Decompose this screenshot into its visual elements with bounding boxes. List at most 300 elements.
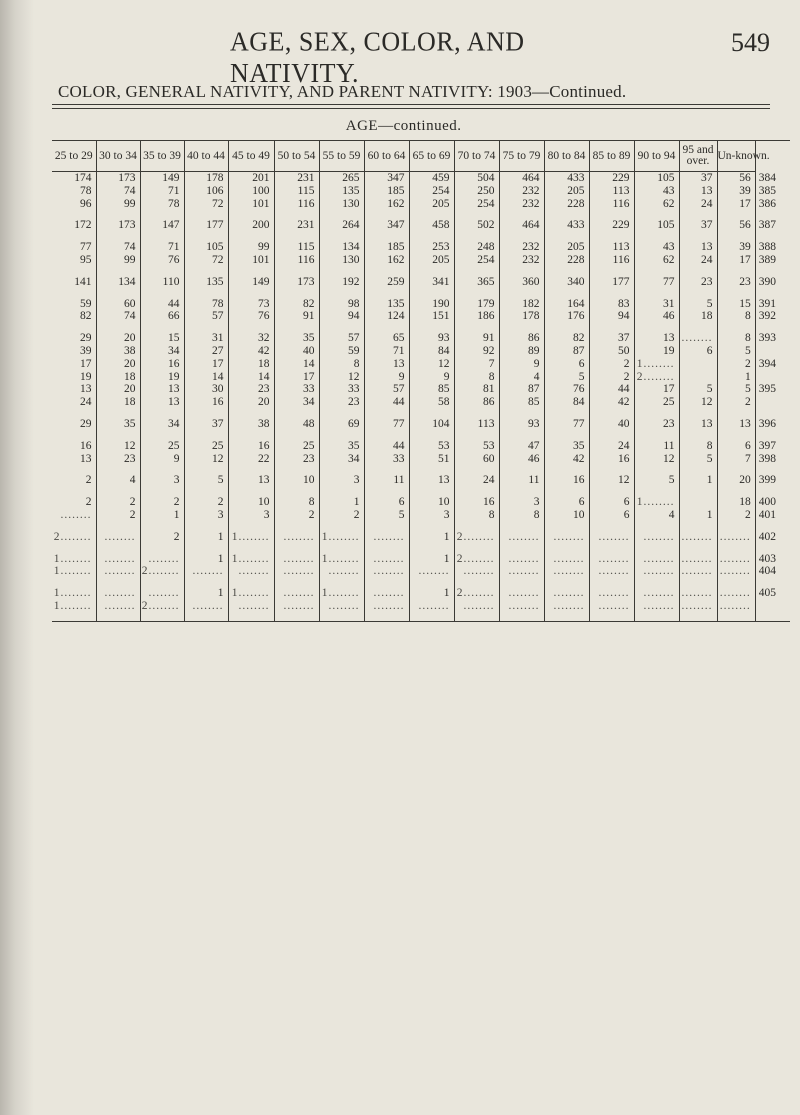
table-row xyxy=(52,254,790,267)
table-cell: ........ xyxy=(679,332,717,345)
table-cell: 10 xyxy=(544,509,589,522)
column-header: 55 to 59 xyxy=(319,141,364,172)
table-cell: 502 xyxy=(454,219,499,232)
table-cell: 5 xyxy=(679,383,717,396)
table-cell: 46 xyxy=(634,310,679,323)
table-cell: 77 xyxy=(80,241,92,254)
line-number: 387 xyxy=(755,219,790,232)
table-row xyxy=(52,587,790,600)
table-cell: 3 xyxy=(409,509,454,522)
table-cell: 62 xyxy=(634,198,679,211)
line-number: 396 xyxy=(755,418,790,431)
table-cell: 101 xyxy=(228,198,274,211)
table-cell: 232 xyxy=(499,254,544,267)
table-cell: 124 xyxy=(364,310,409,323)
table-cell: 3 xyxy=(228,509,274,522)
table-cell: 2 xyxy=(96,496,140,509)
table-cell: 232 xyxy=(499,185,544,198)
table-cell: 20 xyxy=(717,474,755,487)
table-cell: 1 xyxy=(679,509,717,522)
table-cell: 8 xyxy=(679,440,717,453)
table-cell: 76 xyxy=(228,310,274,323)
table-cell: ........ xyxy=(679,587,717,600)
table-cell: 14 xyxy=(228,371,274,384)
table-cell: 3 xyxy=(184,509,228,522)
table-cell: 115 xyxy=(274,241,319,254)
table-cell: 60 xyxy=(454,453,499,466)
table-cell: 34 xyxy=(140,345,184,358)
table-cell: 134 xyxy=(319,241,364,254)
table-cell: 16 xyxy=(184,396,228,409)
table-row xyxy=(52,219,790,232)
table-cell: ........ xyxy=(717,600,755,613)
column-header: 30 to 34 xyxy=(96,141,140,172)
table-cell: 44 xyxy=(140,298,184,311)
table-cell: 76 xyxy=(544,383,589,396)
line-number: 404 xyxy=(755,565,790,578)
table-cell: 228 xyxy=(544,198,589,211)
table-cell: ........ xyxy=(589,587,634,600)
table-cell: 14 xyxy=(184,371,228,384)
table-cell: 46 xyxy=(499,453,544,466)
table-cell: ........ xyxy=(589,565,634,578)
table-cell: 91 xyxy=(274,310,319,323)
table-cell: 74 xyxy=(96,241,140,254)
table-cell: 31 xyxy=(634,298,679,311)
table-cell: 228 xyxy=(544,254,589,267)
table-row xyxy=(52,332,790,345)
table-cell: 162 xyxy=(364,254,409,267)
table-cell: ........ xyxy=(184,600,228,613)
table-cell: 250 xyxy=(454,185,499,198)
table-cell: 99 xyxy=(96,254,140,267)
table-cell: 47 xyxy=(499,440,544,453)
table-cell: 13 xyxy=(679,185,717,198)
table-cell: 2 xyxy=(717,509,755,522)
table-cell: ........ xyxy=(634,587,679,600)
table-cell: 33 xyxy=(319,383,364,396)
table-cell: 2 xyxy=(717,396,755,409)
table-cell: 43 xyxy=(634,185,679,198)
table-cell: 174 xyxy=(74,172,92,184)
table-cell: 5 xyxy=(679,298,717,311)
table-cell: 135 xyxy=(364,298,409,311)
table-cell: 84 xyxy=(409,345,454,358)
table-cell: 39 xyxy=(717,185,755,198)
column-header: 40 to 44 xyxy=(184,141,228,172)
table-cell: 229 xyxy=(589,219,634,232)
table-cell: 2 xyxy=(717,358,755,371)
table-cell: 179 xyxy=(454,298,499,311)
table-row xyxy=(52,241,790,254)
table-cell: 135 xyxy=(184,276,228,289)
table-cell: 1........ xyxy=(53,552,92,565)
column-header: 45 to 49 xyxy=(228,141,274,172)
table-cell: 177 xyxy=(589,276,634,289)
table-cell: 89 xyxy=(499,345,544,358)
column-header: 65 to 69 xyxy=(409,141,454,172)
table-cell: 264 xyxy=(319,219,364,232)
table-bottom-rule xyxy=(52,613,790,622)
table-cell: 37 xyxy=(589,332,634,345)
table-cell: 459 xyxy=(409,172,454,185)
table-cell: 30 xyxy=(184,383,228,396)
table-row xyxy=(52,198,790,211)
table-cell: 65 xyxy=(364,332,409,345)
table-cell: 20 xyxy=(228,396,274,409)
table-cell: 81 xyxy=(454,383,499,396)
table-cell: ........ xyxy=(634,553,679,566)
table-cell: 8 xyxy=(454,371,499,384)
table-cell: 8 xyxy=(319,358,364,371)
table-row xyxy=(52,396,790,409)
table-cell: ........ xyxy=(364,531,409,544)
table-cell: 59 xyxy=(80,297,92,310)
table-cell: 13 xyxy=(140,396,184,409)
table-cell: 135 xyxy=(319,185,364,198)
table-cell: 39 xyxy=(717,241,755,254)
table-cell: 149 xyxy=(228,276,274,289)
table-cell: 17 xyxy=(80,357,92,370)
table-cell: 12 xyxy=(96,440,140,453)
table-cell: 20 xyxy=(96,332,140,345)
table-row xyxy=(52,383,790,396)
table-cell: 78 xyxy=(184,298,228,311)
table-cell: 16 xyxy=(228,440,274,453)
table-cell: 19 xyxy=(80,370,92,383)
table-cell: 130 xyxy=(319,198,364,211)
table-cell: ........ xyxy=(96,565,140,578)
table-cell: 74 xyxy=(96,185,140,198)
table-row xyxy=(52,371,790,384)
table-cell: 113 xyxy=(589,185,634,198)
table-cell: 17 xyxy=(634,383,679,396)
table-cell: 151 xyxy=(409,310,454,323)
table-cell: 130 xyxy=(319,254,364,267)
table-cell: 33 xyxy=(274,383,319,396)
table-cell: 1........ xyxy=(53,565,92,578)
table-cell: 12 xyxy=(184,453,228,466)
line-number: 389 xyxy=(755,254,790,267)
table-cell: 8 xyxy=(499,509,544,522)
table-cell: 62 xyxy=(634,254,679,267)
column-header: 50 to 54 xyxy=(274,141,319,172)
table-cell: 71 xyxy=(140,241,184,254)
table-cell: 13 xyxy=(679,418,717,431)
table-cell: 74 xyxy=(96,310,140,323)
table-cell: 40 xyxy=(274,345,319,358)
table-cell: 5 xyxy=(184,474,228,487)
table-cell: ........ xyxy=(96,587,140,600)
table-cell: 85 xyxy=(499,396,544,409)
table-cell: 2 xyxy=(140,531,184,544)
table-cell: 1 xyxy=(184,587,228,600)
table-cell: 19 xyxy=(634,345,679,358)
table-cell: 25 xyxy=(140,440,184,453)
table-cell: 10 xyxy=(274,474,319,487)
table-cell: 231 xyxy=(274,219,319,232)
table-cell: ........ xyxy=(409,565,454,578)
table-cell: 229 xyxy=(589,172,634,185)
table-cell: 23 xyxy=(274,453,319,466)
table-cell: 113 xyxy=(589,241,634,254)
table-cell: 3 xyxy=(499,496,544,509)
table-cell: 17 xyxy=(184,358,228,371)
table-cell: 6 xyxy=(589,496,634,509)
table-cell: 15 xyxy=(140,332,184,345)
table-row xyxy=(52,172,790,185)
table-cell: ........ xyxy=(274,565,319,578)
table-cell: 100 xyxy=(228,185,274,198)
table-row xyxy=(52,553,790,566)
table-cell: ........ xyxy=(274,600,319,613)
table-row xyxy=(52,298,790,311)
statistics-table-container xyxy=(52,112,776,622)
line-number: 398 xyxy=(755,453,790,466)
table-cell: ........ xyxy=(679,600,717,613)
table-cell: 57 xyxy=(184,310,228,323)
table-cell: 59 xyxy=(319,345,364,358)
table-row xyxy=(52,600,790,613)
table-cell: 14 xyxy=(274,358,319,371)
line-number: 384 xyxy=(755,172,790,185)
table-body xyxy=(52,172,790,622)
table-cell: 82 xyxy=(544,332,589,345)
table-cell: 25 xyxy=(274,440,319,453)
table-cell: 12 xyxy=(634,453,679,466)
line-number: 391 xyxy=(755,298,790,311)
table-cell: 35 xyxy=(319,440,364,453)
table-cell: 53 xyxy=(409,440,454,453)
table-cell: 1........ xyxy=(634,496,679,509)
table-cell: 42 xyxy=(544,453,589,466)
table-cell: 24 xyxy=(589,440,634,453)
table-cell: 13 xyxy=(634,332,679,345)
rule-top-double xyxy=(52,108,770,109)
table-cell: 1 xyxy=(319,496,364,509)
table-cell: 106 xyxy=(184,185,228,198)
table-cell: 23 xyxy=(96,453,140,466)
table-cell: 82 xyxy=(274,298,319,311)
table-cell: 13 xyxy=(80,383,92,396)
table-cell: 84 xyxy=(544,396,589,409)
column-header: 95 and over. xyxy=(679,141,717,172)
table-cell: 83 xyxy=(589,298,634,311)
table-cell: 58 xyxy=(409,396,454,409)
table-cell: 340 xyxy=(544,276,589,289)
table-cell: 33 xyxy=(364,453,409,466)
table-cell: 12 xyxy=(589,474,634,487)
table-cell: ........ xyxy=(96,553,140,566)
line-number: 393 xyxy=(755,332,790,345)
row-spacer xyxy=(52,289,790,298)
table-cell: ........ xyxy=(544,565,589,578)
table-cell: 51 xyxy=(409,453,454,466)
table-cell: 9 xyxy=(499,358,544,371)
table-cell: 101 xyxy=(228,254,274,267)
line-number: 400 xyxy=(755,496,790,509)
table-cell: 12 xyxy=(319,371,364,384)
statistics-table xyxy=(52,112,790,622)
table-cell: 182 xyxy=(499,298,544,311)
table-cell: 433 xyxy=(544,219,589,232)
table-cell: 1........ xyxy=(228,587,274,600)
table-cell: 23 xyxy=(319,396,364,409)
table-cell: 464 xyxy=(499,172,544,185)
table-cell: 35 xyxy=(274,332,319,345)
table-cell: ........ xyxy=(274,531,319,544)
table-cell: 185 xyxy=(364,241,409,254)
table-cell: 173 xyxy=(274,276,319,289)
table-cell: 9 xyxy=(364,371,409,384)
table-cell: ........ xyxy=(589,600,634,613)
line-number: 403 xyxy=(755,553,790,566)
table-cell: 173 xyxy=(96,172,140,185)
table-cell: 57 xyxy=(319,332,364,345)
table-cell: 6 xyxy=(364,496,409,509)
table-cell: 98 xyxy=(319,298,364,311)
table-cell: 13 xyxy=(228,474,274,487)
table-cell: 4 xyxy=(96,474,140,487)
table-cell: 7 xyxy=(717,453,755,466)
table-cell: ........ xyxy=(96,600,140,613)
table-row xyxy=(52,310,790,323)
table-cell: 11 xyxy=(499,474,544,487)
table-cell: 1........ xyxy=(319,531,364,544)
table-cell: 6 xyxy=(544,358,589,371)
table-cell: 24 xyxy=(679,254,717,267)
table-cell: ........ xyxy=(364,553,409,566)
table-cell: ........ xyxy=(717,553,755,566)
table-cell: 5 xyxy=(544,371,589,384)
table-row xyxy=(52,509,790,522)
table-cell: 110 xyxy=(140,276,184,289)
row-spacer xyxy=(52,431,790,440)
row-spacer xyxy=(52,323,790,332)
table-cell: 2........ xyxy=(454,587,499,600)
line-number: 402 xyxy=(755,531,790,544)
table-cell: 13 xyxy=(140,383,184,396)
table-cell: 24 xyxy=(454,474,499,487)
table-cell: 231 xyxy=(274,172,319,185)
table-cell: 253 xyxy=(409,241,454,254)
table-cell: 8 xyxy=(454,509,499,522)
table-cell: 60 xyxy=(96,298,140,311)
table-cell: 7 xyxy=(454,358,499,371)
table-cell: 53 xyxy=(454,440,499,453)
table-cell: 1........ xyxy=(319,553,364,566)
table-cell: 34 xyxy=(319,453,364,466)
age-continued-label: AGE—continued. xyxy=(52,112,755,141)
column-header: 80 to 84 xyxy=(544,141,589,172)
table-cell: 176 xyxy=(544,310,589,323)
table-cell: 205 xyxy=(544,241,589,254)
table-cell: 13 xyxy=(679,241,717,254)
table-cell: 23 xyxy=(717,276,755,289)
table-cell: 35 xyxy=(96,418,140,431)
table-cell: 347 xyxy=(364,219,409,232)
table-cell: 1........ xyxy=(53,599,92,612)
table-row xyxy=(52,565,790,578)
line-number: 388 xyxy=(755,241,790,254)
table-cell: 43 xyxy=(634,241,679,254)
table-cell: 5 xyxy=(634,474,679,487)
table-cell: 20 xyxy=(96,383,140,396)
table-cell: ........ xyxy=(364,600,409,613)
table-cell: 8 xyxy=(717,332,755,345)
table-cell: ........ xyxy=(544,553,589,566)
table-cell: ........ xyxy=(228,565,274,578)
table-cell: 96 xyxy=(80,197,92,210)
table-cell: 360 xyxy=(499,276,544,289)
table-cell: 2........ xyxy=(454,531,499,544)
table-cell: ........ xyxy=(319,600,364,613)
table-cell: 5 xyxy=(679,453,717,466)
table-cell: 433 xyxy=(544,172,589,185)
table-cell: 17 xyxy=(274,371,319,384)
table-cell: 254 xyxy=(454,254,499,267)
table-cell: 4 xyxy=(634,509,679,522)
table-cell: 1 xyxy=(717,371,755,384)
table-cell: 2........ xyxy=(140,565,184,578)
table-cell: 164 xyxy=(544,298,589,311)
table-cell: 1........ xyxy=(319,587,364,600)
table-cell: 15 xyxy=(717,298,755,311)
table-cell: 16 xyxy=(544,474,589,487)
table-cell: ........ xyxy=(274,587,319,600)
table-cell: 25 xyxy=(634,396,679,409)
table-cell: 205 xyxy=(409,198,454,211)
table-cell: 1........ xyxy=(634,358,679,371)
table-cell: ........ xyxy=(96,531,140,544)
row-spacer xyxy=(52,232,790,241)
table-cell: 2 xyxy=(589,371,634,384)
table-cell: 69 xyxy=(319,418,364,431)
row-spacer xyxy=(52,409,790,418)
table-cell: 72 xyxy=(184,198,228,211)
table-cell: 37 xyxy=(184,418,228,431)
table-row xyxy=(52,496,790,509)
table-cell: 248 xyxy=(454,241,499,254)
table-cell: 105 xyxy=(634,219,679,232)
age-continued-row xyxy=(52,112,790,141)
line-number: 401 xyxy=(755,509,790,522)
table-cell: ........ xyxy=(634,600,679,613)
table-cell: 24 xyxy=(679,198,717,211)
table-cell: 87 xyxy=(499,383,544,396)
row-spacer xyxy=(52,578,790,587)
table-cell: 99 xyxy=(228,241,274,254)
line-number xyxy=(755,345,790,358)
table-cell: 2 xyxy=(96,509,140,522)
table-row xyxy=(52,276,790,289)
table-cell xyxy=(679,496,717,509)
table-cell: 13 xyxy=(364,358,409,371)
table-cell: 86 xyxy=(454,396,499,409)
table-cell: 19 xyxy=(140,371,184,384)
page-edge-shadow xyxy=(0,0,34,1115)
table-cell: 116 xyxy=(589,254,634,267)
table-cell: 20 xyxy=(96,358,140,371)
table-cell: 94 xyxy=(589,310,634,323)
column-header: 85 to 89 xyxy=(589,141,634,172)
column-header: 90 to 94 xyxy=(634,141,679,172)
table-cell: 190 xyxy=(409,298,454,311)
table-cell: ........ xyxy=(499,587,544,600)
table-cell: 85 xyxy=(409,383,454,396)
table-cell: 8 xyxy=(717,310,755,323)
table-cell: 9 xyxy=(140,453,184,466)
